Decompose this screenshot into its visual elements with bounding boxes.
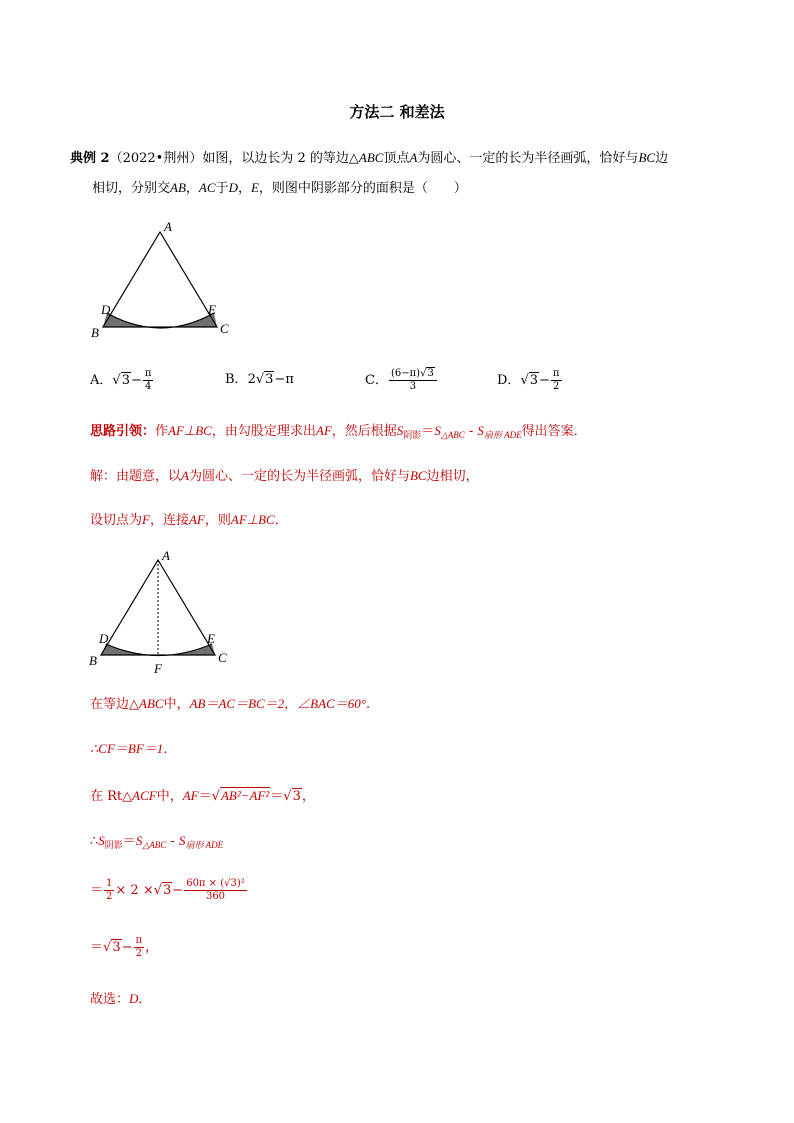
point-e: E: [250, 180, 259, 195]
hint-math: S: [477, 423, 484, 438]
segment-ab: AB: [170, 180, 186, 195]
point-a: A: [409, 150, 418, 165]
radicand: 3: [292, 789, 301, 804]
solution-line-8: ＝√3− $\frac{\pi}{2}$ ，: [90, 935, 159, 959]
triangle-name: ABC: [358, 150, 384, 165]
radicand: AB²−AF²: [220, 788, 270, 803]
label-d: D: [101, 302, 111, 317]
subscript: 扇形 ADE: [185, 840, 224, 850]
problem-text: 顶点: [383, 151, 410, 166]
solution-text: 边相切，: [426, 469, 479, 484]
fraction: [184, 878, 247, 903]
minus: −: [121, 940, 133, 955]
equals: ＝: [90, 940, 104, 955]
subscript: 阴影: [403, 431, 422, 441]
area-symbol: S: [135, 833, 143, 848]
fraction: [389, 368, 437, 393]
fraction: [104, 878, 114, 903]
hint-math: S: [434, 423, 441, 438]
point-a: A: [181, 468, 189, 483]
option-a: A．√3− $\frac{\pi}{4}$: [90, 368, 152, 392]
triangle-name: ABC: [139, 696, 164, 711]
numerator: (6−π)√3: [389, 368, 437, 381]
solution-text: ，: [145, 940, 159, 955]
equals: ＝: [421, 424, 435, 439]
point-d: D: [228, 180, 238, 195]
radicand: 3: [121, 373, 130, 388]
radicand: 3: [163, 883, 172, 898]
solution-line-2: [90, 509, 288, 532]
solution-line-7: ＝ $\frac{1}{2}$ × 2 ×√3− $\frac{\text{60π × (√3)²}}{360}$: [90, 878, 245, 902]
comma: ，: [237, 181, 251, 196]
minus: -: [166, 834, 179, 849]
solution-text: ．: [138, 992, 152, 1007]
minus: −: [130, 373, 142, 388]
solution-text: 在 Rt△: [90, 789, 133, 804]
equals: ＝: [270, 789, 284, 804]
solution-text: 在等边△: [90, 697, 139, 712]
triangle-name: ACF: [132, 788, 157, 803]
area-symbol: S: [178, 833, 186, 848]
problem-text: 于: [215, 181, 229, 196]
solution-text: 中，: [156, 789, 183, 804]
label-a: A: [164, 219, 172, 234]
denominator: 2: [553, 381, 560, 392]
answer: D: [129, 991, 139, 1006]
solution-text: 中，: [163, 697, 190, 712]
page-title: 方法二 和差法: [349, 103, 445, 121]
solution-line-5: 在 Rt△ACF中，AF＝√AB²−AF²＝√3，: [90, 788, 315, 804]
radicand: 3: [529, 373, 539, 388]
solution-text: ，: [301, 789, 315, 804]
option-d: D．√3− $\frac{\pi}{2}$: [497, 368, 560, 392]
equals: ＝: [90, 883, 104, 898]
problem-text: 为圆心、一定的长为半径画弧，恰好与: [417, 151, 639, 166]
equation: AB＝AC＝BC＝2，∠BAC＝60°．: [189, 696, 379, 711]
fraction: [134, 935, 145, 960]
solution-line-4: ∴CF＝BF＝1．: [90, 741, 177, 756]
product: × 2 ×: [115, 883, 154, 898]
problem-text: 如图，以边长为 2 的等边△: [202, 151, 359, 166]
hint-text: 作: [155, 424, 169, 439]
label-e: E: [208, 302, 216, 317]
hint-math: S: [396, 423, 404, 438]
solution-line-9: [90, 988, 151, 1011]
solution-line-3: [90, 693, 379, 716]
solution-text: 为圆心、一定的长为半径画弧，恰好与: [188, 469, 410, 484]
numerator: π: [552, 368, 560, 379]
denominator: 3: [409, 381, 417, 392]
shaded-region: [103, 313, 217, 328]
therefore: ∴: [90, 834, 99, 849]
figure-1-triangle: [80, 215, 250, 345]
option-c: [365, 368, 438, 393]
hint-text: ，然后根据: [331, 424, 397, 439]
label-c: C: [218, 650, 227, 665]
denominator: 4: [144, 381, 152, 392]
solution-text: 解：由题意，以: [90, 469, 182, 484]
problem-line-1: [70, 147, 668, 170]
label-b: B: [91, 325, 99, 340]
hint-math: AF: [315, 423, 332, 438]
denominator: 360: [205, 891, 226, 902]
equals: ＝: [122, 834, 136, 849]
segment-af: AF: [182, 788, 199, 803]
option-label: C．: [365, 373, 388, 388]
minus: -: [464, 424, 478, 439]
numerator: π: [135, 935, 143, 946]
label-d: D: [99, 631, 109, 646]
problem-source: （2022•荆州）: [109, 151, 203, 166]
segment-bc: BC: [409, 468, 427, 483]
denominator: 2: [106, 891, 113, 902]
radicand: 3: [112, 940, 121, 955]
problem-text: 边: [655, 151, 669, 166]
solution-text: ，则: [204, 513, 231, 528]
denominator: 2: [135, 948, 142, 959]
minus: −: [172, 883, 184, 898]
solution-line-1: [90, 465, 479, 488]
option-label: B．: [225, 372, 248, 387]
hint-text: ，由勾股定理求出: [211, 424, 316, 439]
solution-text: ．: [274, 513, 288, 528]
numerator: π: [144, 368, 152, 379]
option-label: D．: [497, 373, 521, 388]
perpendicular: AF⊥BC: [230, 512, 275, 527]
label-f: F: [154, 661, 162, 676]
label-e: E: [207, 631, 215, 646]
solution-line-6: [90, 830, 223, 857]
radicand: 3: [427, 368, 434, 379]
option-label: A．: [90, 373, 113, 388]
label-c: C: [220, 321, 229, 336]
problem-text: 相切，分别交: [92, 181, 171, 196]
option-b: B．2√3−π: [225, 372, 294, 387]
problem-line-2: [92, 177, 467, 200]
minus: −: [539, 373, 550, 388]
hint-label: 思路引领：: [90, 424, 156, 439]
subscript: △ABC: [440, 430, 465, 440]
subscript: △ABC: [142, 840, 167, 850]
point-f: F: [142, 512, 150, 527]
equals: ＝: [198, 789, 212, 804]
fraction: [143, 368, 154, 393]
subscript: 扇形 ADE: [483, 430, 522, 440]
segment-ac: AC: [198, 180, 216, 195]
problem-label: 典例 2: [70, 151, 110, 166]
hint-text: 得出答案．: [521, 424, 587, 439]
numerator-part: (6−π): [390, 368, 421, 379]
area-symbol: S: [98, 833, 105, 848]
figure-2-triangle: [80, 545, 250, 680]
radicand: 3: [265, 372, 274, 387]
solution-text: 故选：: [90, 992, 130, 1007]
expression: −π: [274, 372, 294, 387]
solution-text: ，连接: [149, 513, 189, 528]
subscript: 阴影: [104, 841, 123, 851]
triangle-outline: [103, 232, 217, 327]
segment-af: AF: [188, 512, 205, 527]
problem-text: ，则图中阴影部分的面积是（ ）: [258, 181, 467, 196]
numerator: 1: [106, 878, 113, 889]
solution-text: 设切点为: [90, 513, 143, 528]
segment-bc: BC: [638, 150, 656, 165]
label-a: A: [162, 548, 170, 563]
hint-line: [90, 420, 587, 447]
numerator: 60π × (√3)²: [186, 878, 245, 889]
label-b: B: [89, 653, 97, 668]
fraction: [551, 368, 562, 393]
hint-math: AF⊥BC: [168, 423, 212, 438]
comma: ，: [185, 181, 199, 196]
coefficient: 2: [247, 372, 256, 387]
